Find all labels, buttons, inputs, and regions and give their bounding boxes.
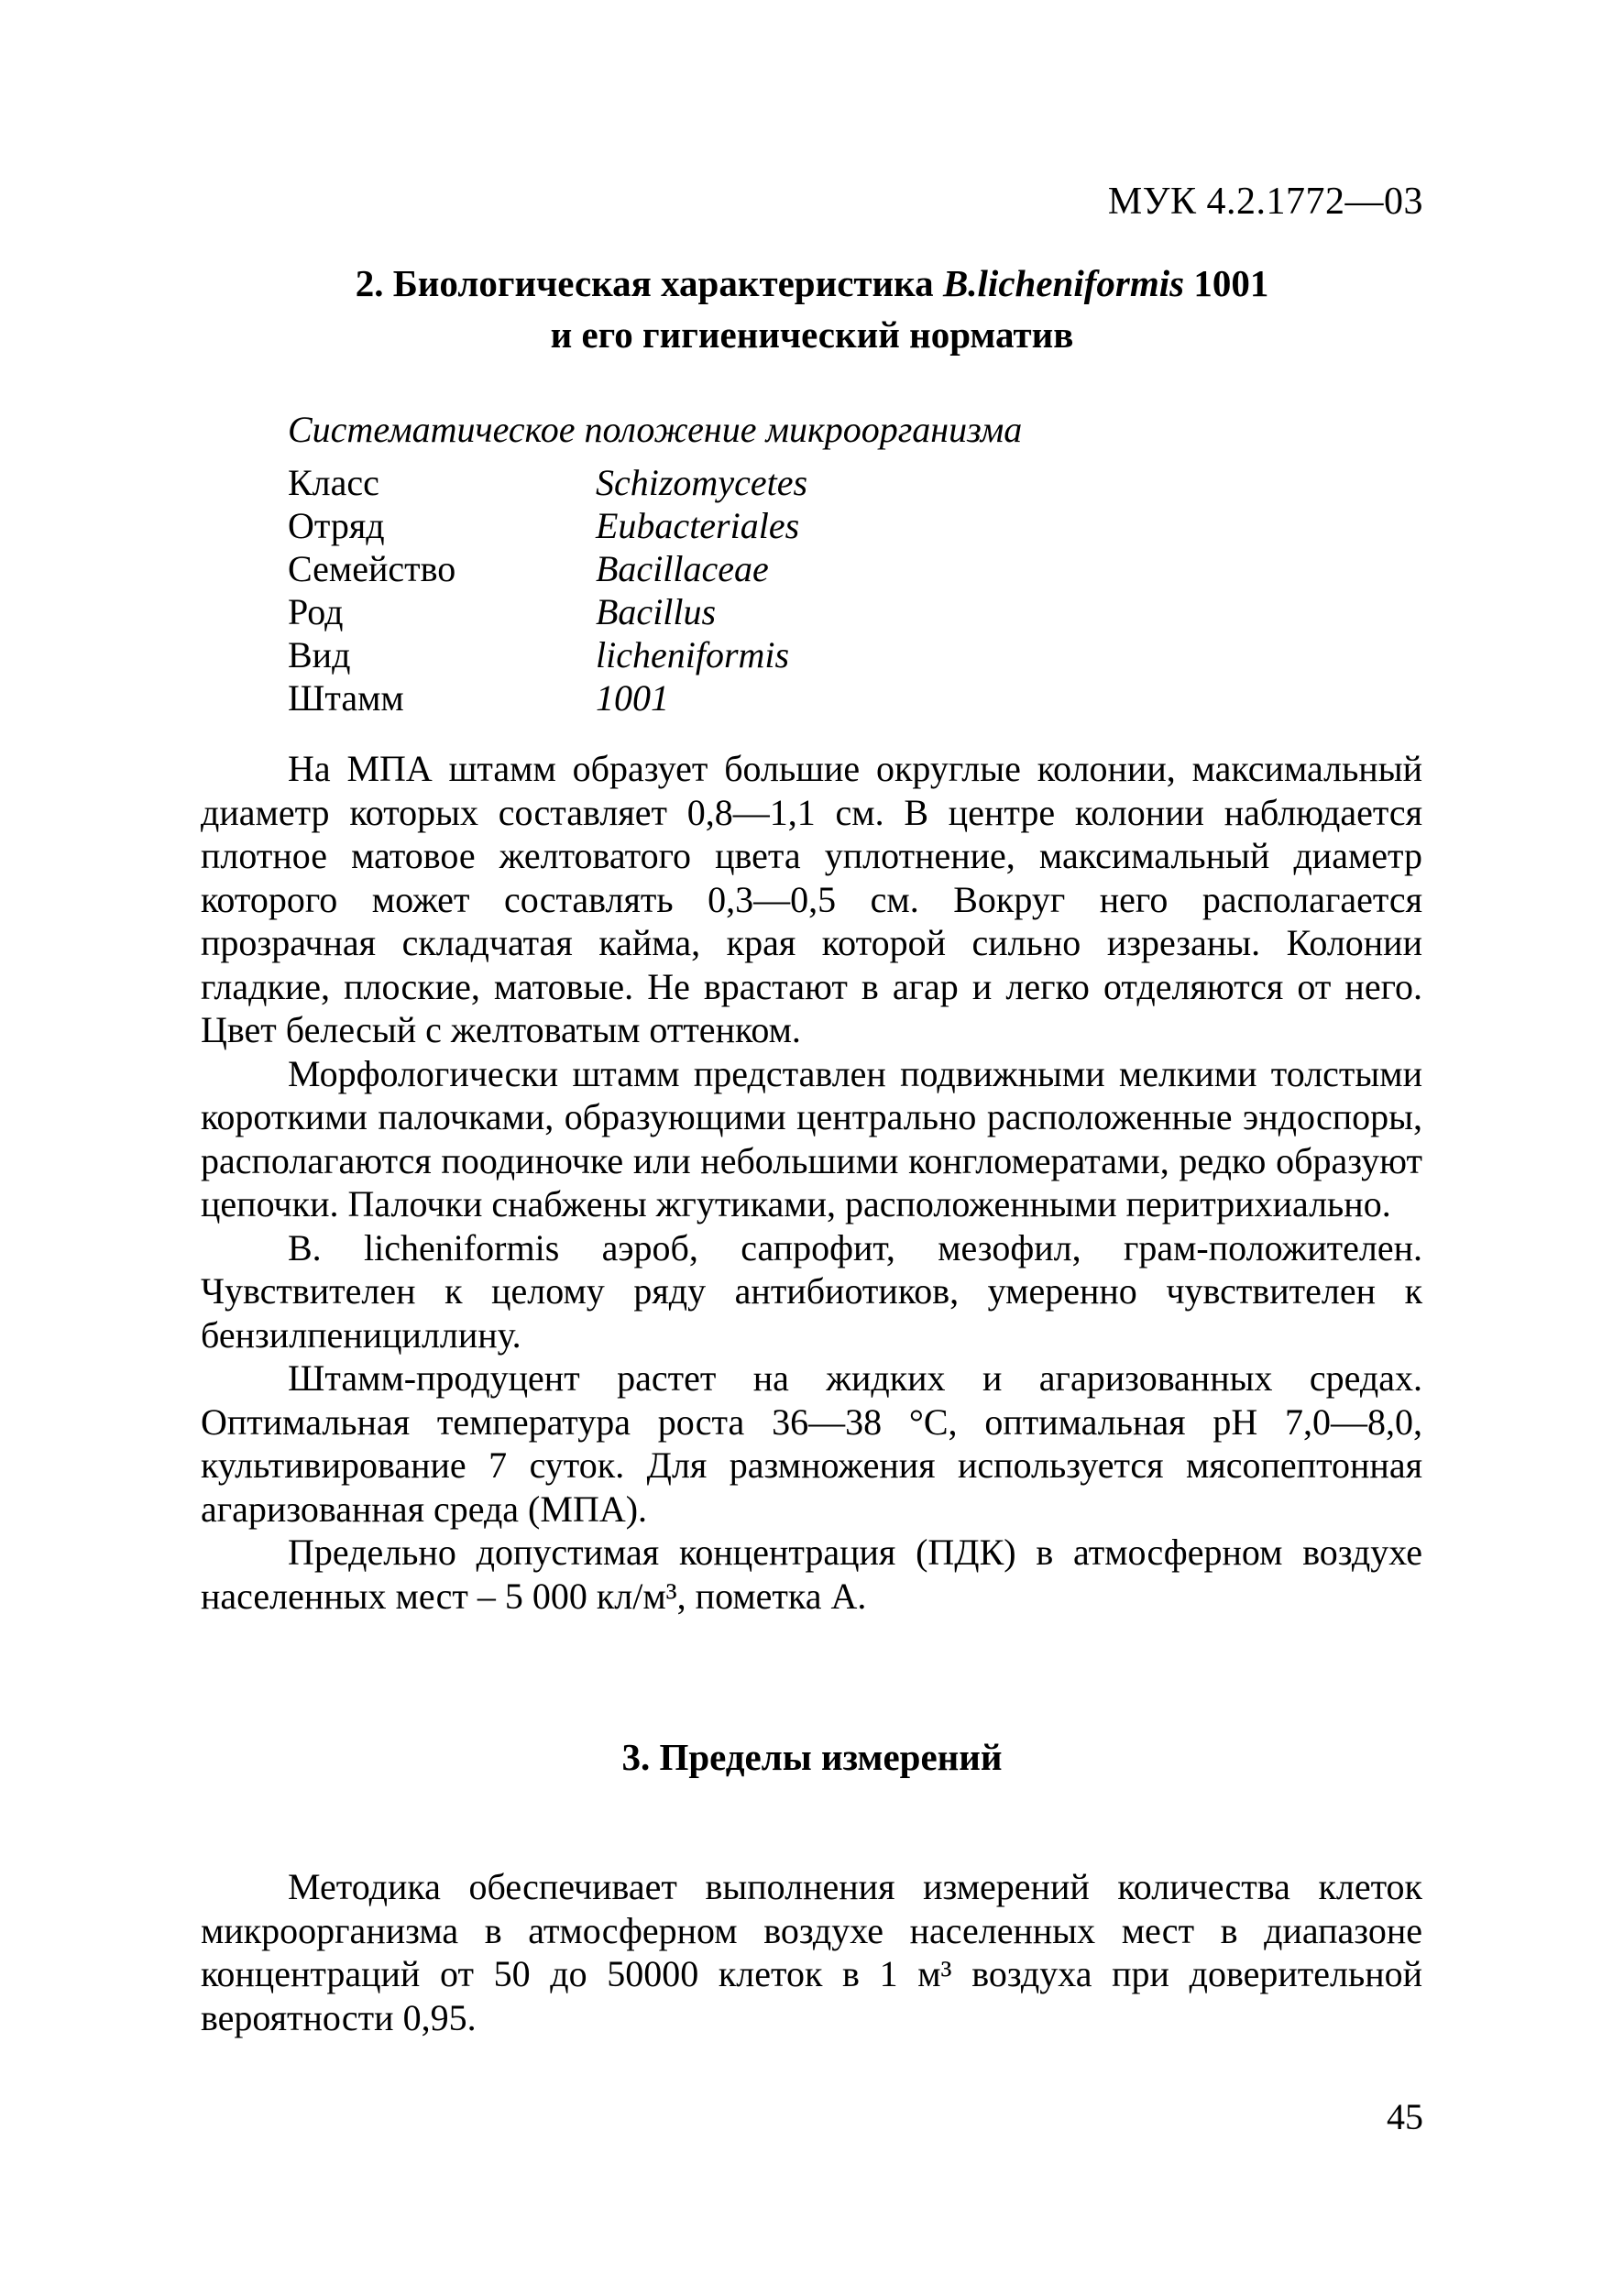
section-2-title-line-2: и его гигиенический норматив — [550, 313, 1074, 356]
taxonomy-table — [288, 461, 807, 719]
section-3-title: 3. Пределы измерений — [621, 1736, 1003, 1778]
taxonomy-name: 1001 — [596, 677, 669, 719]
taxonomy-rank: Род — [288, 591, 344, 632]
taxonomy-heading: Систематическое положение микроорганизма — [288, 409, 1023, 450]
paragraph-cultivation: Штамм-продуцент растет на жидких и агаризованных средах. Оптимальная температура роста 36—38 °С, оптимальная pH 7,0—8,0, культивирование 7 суток. Для размножения используется мясопептонная агаризованная среда (МПА). — [201, 1357, 1422, 1530]
paragraph-mac: Предельно допустимая концентрация (ПДК) в атмосферном воздухе населенных мест – 5 000 кл/м³, пометка А. — [201, 1532, 1422, 1617]
taxonomy-row — [288, 676, 807, 719]
paragraph-colonies: На МПА штамм образует большие округлые колонии, максимальный диаметр которых составляет 0,8—1,1 см. В центре колонии наблюдается плотное матовое желтоватого цвета уплотнение, максимальный диаметр которого может составлять 0,3—0,5 см. Вокруг него располагается прозрачная складчатая кайма, края которой сильно изрезаны. Колонии гладкие, плоские, матовые. Не врастают в агар и легко отделяются от него. Цвет белесый с желтоватым оттенком. — [201, 748, 1422, 1050]
taxonomy-name: Bacillaceae — [596, 548, 769, 589]
section-2-title-end: 1001 — [1184, 262, 1269, 304]
taxonomy-rank: Штамм — [288, 677, 404, 719]
taxonomy-name: Bacillus — [596, 591, 717, 632]
paragraph-properties: B. licheniformis аэроб, сапрофит, мезофил, грам-положителен. Чувствителен к целому ряду антибиотиков, умеренно чувствителен к бензилпенициллину. — [201, 1226, 1422, 1356]
section-3-body — [201, 1865, 1422, 2039]
taxonomy-rank: Отряд — [288, 505, 385, 546]
section-2-title-start: 2. Биологическая характеристика — [355, 262, 943, 304]
taxonomy-name: licheniformis — [596, 634, 790, 675]
section-2-title — [0, 260, 1624, 306]
taxonomy-row — [288, 461, 807, 504]
taxonomy-rank: Вид — [288, 634, 351, 675]
section-2-title-species: B.licheniformis — [942, 262, 1185, 304]
taxonomy-name: Schizomycetes — [596, 462, 808, 503]
taxonomy-name: Eubacteriales — [596, 505, 800, 546]
section-2-body — [201, 747, 1422, 1618]
document-code: МУК 4.2.1772—03 — [1107, 181, 1423, 223]
taxonomy-row — [288, 633, 807, 676]
paragraph-morphology: Морфологически штамм представлен подвижными мелкими толстыми короткими палочками, образующими центрально расположенные эндоспоры, располагаются поодиночке или небольшими конгломератами, редко образуют цепочки. Палочки снабжены жгутиками, расположенными перитрихиально. — [201, 1052, 1422, 1224]
paragraph-measurement-range: Методика обеспечивает выполнения измерений количества клеток микроорганизма в атмосферном воздухе населенных мест в диапазоне концентраций от 50 до 50000 клеток в 1 м³ воздуха при доверительной вероятности 0,95. — [201, 1866, 1422, 2038]
taxonomy-rank: Семейство — [288, 548, 456, 589]
taxonomy-row — [288, 590, 807, 633]
taxonomy-rank: Класс — [288, 462, 379, 503]
taxonomy-row — [288, 547, 807, 590]
taxonomy-row — [288, 504, 807, 547]
page-number: 45 — [1387, 2096, 1423, 2137]
